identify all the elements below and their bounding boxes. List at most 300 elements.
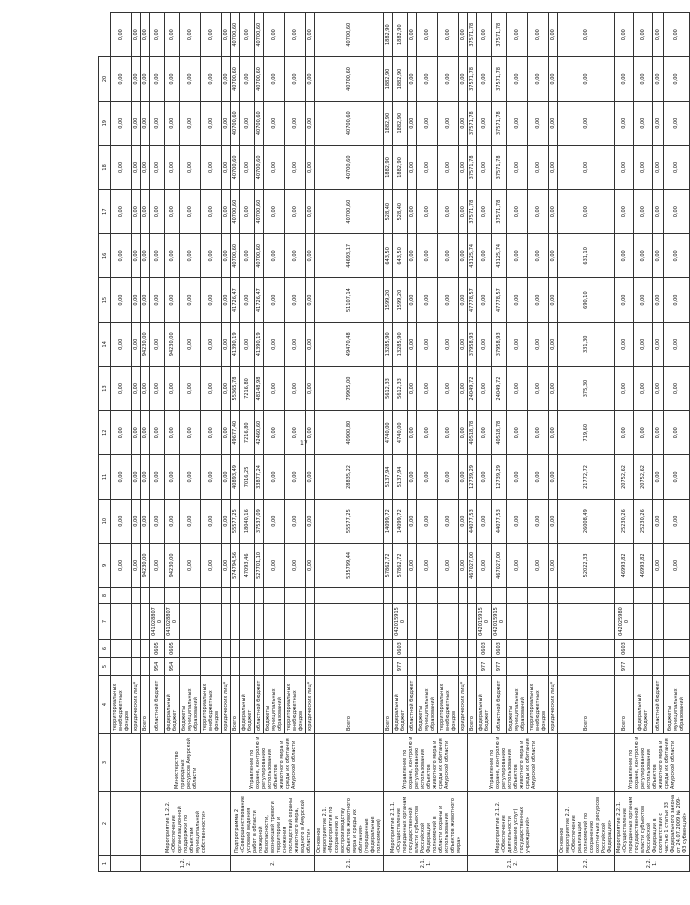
amount-cell: 0,00 xyxy=(477,234,492,278)
amount-cell: 1882,90 xyxy=(393,57,408,101)
amount-cell: 0,00 xyxy=(111,411,132,455)
amount-cell: 24049,72 xyxy=(492,366,507,410)
amount-cell: 0,00 xyxy=(615,278,634,322)
amount-cell: 0,00 xyxy=(111,543,132,587)
amount-cell: 41726,47 xyxy=(255,278,264,322)
amount-cell: 0,00 xyxy=(264,499,285,543)
funding-source-cell: федеральный бюджет xyxy=(633,676,652,734)
amount-cell: 331,30 xyxy=(558,322,615,366)
amount-cell: 0,00 xyxy=(264,57,285,101)
section-code-cell xyxy=(468,640,477,658)
grbs-code-cell xyxy=(201,658,222,676)
amount-cell: 0,00 xyxy=(438,322,459,366)
amount-cell: 0,00 xyxy=(180,101,201,145)
amount-cell: 0,00 xyxy=(150,190,165,234)
amount-cell: 0,00 xyxy=(111,455,132,499)
amount-cell: 0,00 xyxy=(180,411,201,455)
amount-cell: 0,00 xyxy=(408,234,417,278)
amount-cell: 0,00 xyxy=(264,411,285,455)
amount-cell: 0,00 xyxy=(240,190,255,234)
amount-cell: 0,00 xyxy=(528,190,549,234)
amount-cell: 0,00 xyxy=(264,13,285,57)
amount-cell: 40700,60 xyxy=(231,234,240,278)
grbs-code-cell: 977 xyxy=(393,658,408,676)
amount-cell: 0,00 xyxy=(507,190,528,234)
amount-cell: 0,00 xyxy=(111,499,132,543)
amount-cell: 55577,25 xyxy=(315,499,384,543)
target-article-cell xyxy=(222,604,231,640)
amount-cell: 0,00 xyxy=(285,499,306,543)
amount-cell: 0,00 xyxy=(477,543,492,587)
amount-cell: 37571,78 xyxy=(492,145,507,189)
table-row xyxy=(384,13,393,872)
amount-cell: 0,00 xyxy=(507,366,528,410)
section-code-cell xyxy=(408,640,417,658)
amount-cell: 0,00 xyxy=(477,278,492,322)
funding-source-cell: юридических лиц* xyxy=(459,676,468,734)
amount-cell: 0,00 xyxy=(132,234,141,278)
section-code-cell xyxy=(384,640,393,658)
amount-cell: 0,00 xyxy=(150,499,165,543)
amount-cell: 0,00 xyxy=(180,145,201,189)
amount-cell: 0,00 xyxy=(549,57,558,101)
amount-cell: 44693,17 xyxy=(315,234,384,278)
grbs-code-cell xyxy=(111,658,132,676)
target-article-cell xyxy=(201,604,222,640)
amount-cell: 375,30 xyxy=(558,366,615,410)
amount-cell: 4740,00 xyxy=(384,411,393,455)
amount-cell: 0,00 xyxy=(306,101,315,145)
executor-cell: Управление по охране, контролю и регулированию использования объектов животного мира и среды их обитания Амурской области xyxy=(615,734,690,792)
section-code-cell: 0603 xyxy=(492,640,507,658)
amount-cell: 0,00 xyxy=(180,322,201,366)
amount-cell: 0,00 xyxy=(285,234,306,278)
target-article-cell: 0420159150 xyxy=(393,604,408,640)
amount-cell: 0,00 xyxy=(549,234,558,278)
amount-cell: 0,00 xyxy=(222,57,231,101)
amount-cell: 528,40 xyxy=(393,190,408,234)
amount-cell: 0,00 xyxy=(306,145,315,189)
amount-cell: 0,00 xyxy=(264,543,285,587)
amount-cell: 0,00 xyxy=(201,543,222,587)
section-code-cell xyxy=(558,640,615,658)
amount-cell: 0,00 xyxy=(459,366,468,410)
amount-cell: 0,00 xyxy=(408,543,417,587)
funding-source-cell: территориальных внебюджетных фондов xyxy=(438,676,459,734)
header-cell: 7 xyxy=(99,604,111,640)
amount-cell: 0,00 xyxy=(633,101,652,145)
funding-source-cell: федеральный бюджет xyxy=(240,676,255,734)
amount-cell: 0,00 xyxy=(201,190,222,234)
target-article-cell: 0410288070 xyxy=(150,604,165,640)
funding-source-cell: федеральный бюджет xyxy=(393,676,408,734)
amount-cell: 37571,78 xyxy=(468,101,477,145)
executor-cell: Управление по охране, контролю и регулированию использования объектов животного мира и среды их обитания Амурской области xyxy=(468,734,558,792)
amount-cell: 0,00 xyxy=(633,57,652,101)
table-row xyxy=(315,13,384,872)
amount-cell: 0,00 xyxy=(558,145,615,189)
amount-cell: 0,00 xyxy=(150,455,165,499)
amount-cell: 0,00 xyxy=(150,234,165,278)
grbs-code-cell xyxy=(663,658,689,676)
amount-cell: 0,00 xyxy=(150,543,165,587)
amount-cell: 0,00 xyxy=(132,322,141,366)
amount-cell: 631,10 xyxy=(558,234,615,278)
amount-cell: 0,00 xyxy=(438,145,459,189)
section-code-cell xyxy=(315,640,384,658)
amount-cell: 40700,60 xyxy=(231,57,240,101)
executor-cell: Управление по охране, контролю и регулированию использования объектов животного мира и среды их обитания Амурской области xyxy=(384,734,468,792)
amount-cell: 0,00 xyxy=(264,322,285,366)
amount-cell: 79905,00 xyxy=(315,366,384,410)
amount-cell: 48148,98 xyxy=(255,366,264,410)
amount-cell: 26008,49 xyxy=(558,499,615,543)
amount-cell: 0,00 xyxy=(165,366,180,410)
amount-cell: 0,00 xyxy=(558,57,615,101)
funding-source-cell: Всего xyxy=(315,676,384,734)
amount-cell: 0,00 xyxy=(132,145,141,189)
funding-source-cell: бюджеты муниципальных образований xyxy=(264,676,285,734)
target-article-cell xyxy=(384,604,393,640)
grbs-code-cell xyxy=(468,658,477,676)
amount-cell: 0,00 xyxy=(306,455,315,499)
amount-cell: 0,00 xyxy=(132,278,141,322)
amount-cell: 0,00 xyxy=(222,101,231,145)
section-code-cell: 0603 xyxy=(393,640,408,658)
amount-cell: 94230,00 xyxy=(165,543,180,587)
grbs-code-cell: 977 xyxy=(477,658,492,676)
amount-cell: 44077,53 xyxy=(468,499,477,543)
section-code-cell xyxy=(549,640,558,658)
amount-cell: 0,00 xyxy=(459,543,468,587)
amount-cell: 0,00 xyxy=(558,190,615,234)
amount-cell: 0,00 xyxy=(438,543,459,587)
section-code-cell xyxy=(663,640,689,658)
amount-cell: 13285,90 xyxy=(393,322,408,366)
amount-cell: 0,00 xyxy=(507,499,528,543)
header-cell: 4 xyxy=(99,676,111,734)
amount-cell: 40700,60 xyxy=(255,57,264,101)
section-code-cell xyxy=(141,640,150,658)
amount-cell: 0,00 xyxy=(264,366,285,410)
amount-cell: 40700,60 xyxy=(315,57,384,101)
amount-cell: 40700,60 xyxy=(231,101,240,145)
amount-cell: 0,00 xyxy=(663,234,689,278)
amount-cell: 0,00 xyxy=(132,455,141,499)
amount-cell: 0,00 xyxy=(165,57,180,101)
amount-cell: 0,00 xyxy=(477,190,492,234)
program-title-cell: Мероприятие 2.2.1. «Осуществление переданных органам государственной власти субъектов Российской Федерации в соответствии с частью 1 статьи 33 Федерального закона от 24.07.2009 № 209-ФЗ субвенций» xyxy=(615,792,690,856)
amount-cell: 1882,90 xyxy=(393,101,408,145)
amount-cell: 0,00 xyxy=(507,543,528,587)
amount-cell: 690,10 xyxy=(558,278,615,322)
amount-cell: 0,00 xyxy=(477,366,492,410)
funding-source-cell: областной бюджет xyxy=(255,676,264,734)
amount-cell: 0,00 xyxy=(459,322,468,366)
funding-source-cell: бюджеты муниципальных образований xyxy=(663,676,689,734)
amount-cell: 0,00 xyxy=(417,366,438,410)
amount-cell: 0,00 xyxy=(201,411,222,455)
funding-source-cell: Всего xyxy=(141,676,150,734)
amount-cell: 0,00 xyxy=(633,190,652,234)
amount-cell: 0,00 xyxy=(408,101,417,145)
funding-source-cell: юридических лиц* xyxy=(132,676,141,734)
target-article-cell xyxy=(507,604,528,640)
grbs-code-cell xyxy=(652,658,663,676)
amount-cell: 0,00 xyxy=(201,234,222,278)
program-title-cell: Мероприятие 1.2.2. «Обеспечение организационной поддержки по объектам муниципальной собственности» xyxy=(141,792,231,856)
amount-cell: 37958,93 xyxy=(492,322,507,366)
grbs-code-cell xyxy=(180,658,201,676)
amount-cell: 0,00 xyxy=(652,411,663,455)
amount-cell: 0,00 xyxy=(459,499,468,543)
row-number-cell xyxy=(111,856,141,872)
amount-cell: 0,00 xyxy=(615,234,634,278)
funding-source-cell: территориальных внебюджетных фондов xyxy=(285,676,306,734)
amount-cell: 0,00 xyxy=(222,455,231,499)
amount-cell: 0,00 xyxy=(111,57,132,101)
expense-type-cell xyxy=(663,588,689,604)
grbs-code-cell xyxy=(507,658,528,676)
amount-cell: 0,00 xyxy=(633,411,652,455)
amount-cell: 527701,10 xyxy=(255,543,264,587)
row-number-cell: 2.1.1. xyxy=(384,856,468,872)
amount-cell: 5137,94 xyxy=(384,455,393,499)
amount-cell: 0,00 xyxy=(417,13,438,57)
amount-cell: 0,00 xyxy=(477,57,492,101)
expense-type-cell xyxy=(285,588,306,604)
amount-cell: 0,00 xyxy=(141,499,150,543)
grbs-code-cell xyxy=(438,658,459,676)
funding-source-cell: областной бюджет xyxy=(492,676,507,734)
amount-cell: 5612,33 xyxy=(393,366,408,410)
amount-cell: 0,00 xyxy=(141,234,150,278)
amount-cell: 0,00 xyxy=(111,322,132,366)
amount-cell: 0,00 xyxy=(285,455,306,499)
amount-cell: 0,00 xyxy=(240,278,255,322)
amount-cell: 40700,60 xyxy=(231,145,240,189)
amount-cell: 0,00 xyxy=(615,57,634,101)
amount-cell: 0,00 xyxy=(507,234,528,278)
section-code-cell xyxy=(507,640,528,658)
amount-cell: 0,00 xyxy=(141,190,150,234)
amount-cell: 0,00 xyxy=(417,101,438,145)
amount-cell: 0,00 xyxy=(141,455,150,499)
target-article-cell xyxy=(180,604,201,640)
amount-cell: 1599,20 xyxy=(393,278,408,322)
grbs-code-cell xyxy=(264,658,285,676)
amount-cell: 20752,62 xyxy=(615,455,634,499)
amount-cell: 47093,46 xyxy=(240,543,255,587)
header-cell: 11 xyxy=(99,455,111,499)
amount-cell: 0,00 xyxy=(549,278,558,322)
amount-cell: 0,00 xyxy=(264,455,285,499)
amount-cell: 0,00 xyxy=(222,322,231,366)
amount-cell: 40700,60 xyxy=(255,190,264,234)
header-cell: 3 xyxy=(99,734,111,792)
target-article-cell xyxy=(231,604,240,640)
amount-cell: 0,00 xyxy=(417,411,438,455)
amount-cell: 0,00 xyxy=(165,278,180,322)
amount-cell: 0,00 xyxy=(165,13,180,57)
amount-cell: 0,00 xyxy=(477,322,492,366)
expense-type-cell xyxy=(201,588,222,604)
amount-cell: 574794,56 xyxy=(231,543,240,587)
amount-cell: 0,00 xyxy=(264,145,285,189)
amount-cell: 0,00 xyxy=(201,57,222,101)
amount-cell: 0,00 xyxy=(306,543,315,587)
amount-cell: 0,00 xyxy=(558,13,615,57)
amount-cell: 40700,60 xyxy=(315,13,384,57)
expense-type-cell xyxy=(417,588,438,604)
funding-source-cell: областной бюджет xyxy=(652,676,663,734)
amount-cell: 40700,60 xyxy=(315,190,384,234)
amount-cell: 0,00 xyxy=(528,234,549,278)
amount-cell: 0,00 xyxy=(150,13,165,57)
funding-source-cell: областной бюджет xyxy=(150,676,165,734)
grbs-code-cell xyxy=(222,658,231,676)
expense-type-cell xyxy=(558,588,615,604)
row-number-cell: 2.1.2. xyxy=(468,856,558,872)
amount-cell: 57862,72 xyxy=(384,543,393,587)
amount-cell: 643,50 xyxy=(393,234,408,278)
target-article-cell xyxy=(549,604,558,640)
amount-cell: 0,00 xyxy=(652,13,663,57)
amount-cell: 0,00 xyxy=(240,13,255,57)
amount-cell: 5612,33 xyxy=(384,366,393,410)
amount-cell: 0,00 xyxy=(459,13,468,57)
target-article-cell xyxy=(240,604,255,640)
amount-cell: 40700,60 xyxy=(231,13,240,57)
amount-cell: 0,00 xyxy=(180,13,201,57)
amount-cell: 1882,90 xyxy=(384,145,393,189)
amount-cell: 0,00 xyxy=(285,190,306,234)
funding-source-cell: бюджеты муниципальных образований xyxy=(417,676,438,734)
amount-cell: 37571,78 xyxy=(492,13,507,57)
section-code-cell: 0605 xyxy=(150,640,165,658)
amount-cell: 0,00 xyxy=(165,145,180,189)
section-code-cell xyxy=(111,640,132,658)
table-row xyxy=(231,13,240,872)
table-row xyxy=(615,13,634,872)
amount-cell: 0,00 xyxy=(663,13,689,57)
amount-cell: 0,00 xyxy=(633,145,652,189)
header-cell: 1 xyxy=(99,856,111,872)
amount-cell: 0,00 xyxy=(652,234,663,278)
expense-type-cell xyxy=(306,588,315,604)
table-row xyxy=(558,13,615,872)
amount-cell: 0,00 xyxy=(141,366,150,410)
amount-cell: 0,00 xyxy=(240,322,255,366)
amount-cell: 0,00 xyxy=(111,190,132,234)
amount-cell: 0,00 xyxy=(438,411,459,455)
amount-cell: 0,00 xyxy=(222,190,231,234)
amount-cell: 0,00 xyxy=(438,13,459,57)
amount-cell: 24049,72 xyxy=(468,366,477,410)
amount-cell: 0,00 xyxy=(285,101,306,145)
expense-type-cell xyxy=(141,588,150,604)
grbs-code-cell xyxy=(633,658,652,676)
amount-cell: 0,00 xyxy=(417,57,438,101)
amount-cell: 0,00 xyxy=(477,101,492,145)
amount-cell: 0,00 xyxy=(417,455,438,499)
expense-type-cell xyxy=(264,588,285,604)
amount-cell: 0,00 xyxy=(528,543,549,587)
amount-cell: 0,00 xyxy=(222,234,231,278)
amount-cell: 0,00 xyxy=(408,57,417,101)
amount-cell: 0,00 xyxy=(663,499,689,543)
amount-cell: 0,00 xyxy=(528,101,549,145)
expense-type-cell xyxy=(150,588,165,604)
amount-cell: 0,00 xyxy=(652,366,663,410)
amount-cell: 0,00 xyxy=(180,455,201,499)
amount-cell: 0,00 xyxy=(417,190,438,234)
amount-cell: 0,00 xyxy=(663,543,689,587)
amount-cell: 40700,60 xyxy=(255,234,264,278)
amount-cell: 0,00 xyxy=(507,101,528,145)
row-number-cell: 2.2.1. xyxy=(615,856,690,872)
section-code-cell xyxy=(285,640,306,658)
amount-cell: 0,00 xyxy=(141,145,150,189)
amount-cell: 0,00 xyxy=(528,499,549,543)
section-code-cell xyxy=(306,640,315,658)
amount-cell: 0,00 xyxy=(507,455,528,499)
amount-cell: 0,00 xyxy=(222,13,231,57)
amount-cell: 37571,78 xyxy=(492,101,507,145)
amount-cell: 0,00 xyxy=(180,190,201,234)
amount-cell: 37571,78 xyxy=(468,145,477,189)
amount-cell: 21772,72 xyxy=(558,455,615,499)
amount-cell: 0,00 xyxy=(150,366,165,410)
amount-cell: 0,00 xyxy=(652,499,663,543)
expense-type-cell xyxy=(549,588,558,604)
rotated-table-wrapper xyxy=(98,12,688,872)
amount-cell: 0,00 xyxy=(652,455,663,499)
amount-cell: 0,00 xyxy=(477,499,492,543)
amount-cell: 40518,78 xyxy=(492,411,507,455)
amount-cell: 0,00 xyxy=(141,101,150,145)
amount-cell: 0,00 xyxy=(438,101,459,145)
amount-cell: 467027,00 xyxy=(492,543,507,587)
amount-cell: 0,00 xyxy=(111,13,132,57)
amount-cell: 0,00 xyxy=(528,13,549,57)
expense-type-cell xyxy=(315,588,384,604)
amount-cell: 0,00 xyxy=(150,57,165,101)
program-title-cell: Мероприятие 2.1.2. «Обеспечение деятельности (оказание услуг) государственных учреждений» xyxy=(468,792,558,856)
amount-cell: 94230,00 xyxy=(141,322,150,366)
amount-cell: 0,00 xyxy=(180,278,201,322)
amount-cell: 0,00 xyxy=(132,101,141,145)
amount-cell: 37571,78 xyxy=(492,57,507,101)
funding-source-cell: Всего xyxy=(558,676,615,734)
grbs-code-cell xyxy=(255,658,264,676)
amount-cell: 0,00 xyxy=(201,366,222,410)
amount-cell: 0,00 xyxy=(165,190,180,234)
amount-cell: 0,00 xyxy=(549,411,558,455)
section-code-cell xyxy=(231,640,240,658)
grbs-code-cell xyxy=(306,658,315,676)
amount-cell: 46993,82 xyxy=(615,543,634,587)
amount-cell: 0,00 xyxy=(240,234,255,278)
amount-cell: 47778,57 xyxy=(468,278,477,322)
page-number: 17 xyxy=(300,440,308,447)
executor-cell xyxy=(315,734,384,792)
amount-cell: 0,00 xyxy=(306,411,315,455)
amount-cell: 14099,72 xyxy=(393,499,408,543)
funding-source-cell: Всего xyxy=(615,676,634,734)
row-number-cell: 2. xyxy=(231,856,315,872)
expense-type-cell xyxy=(255,588,264,604)
